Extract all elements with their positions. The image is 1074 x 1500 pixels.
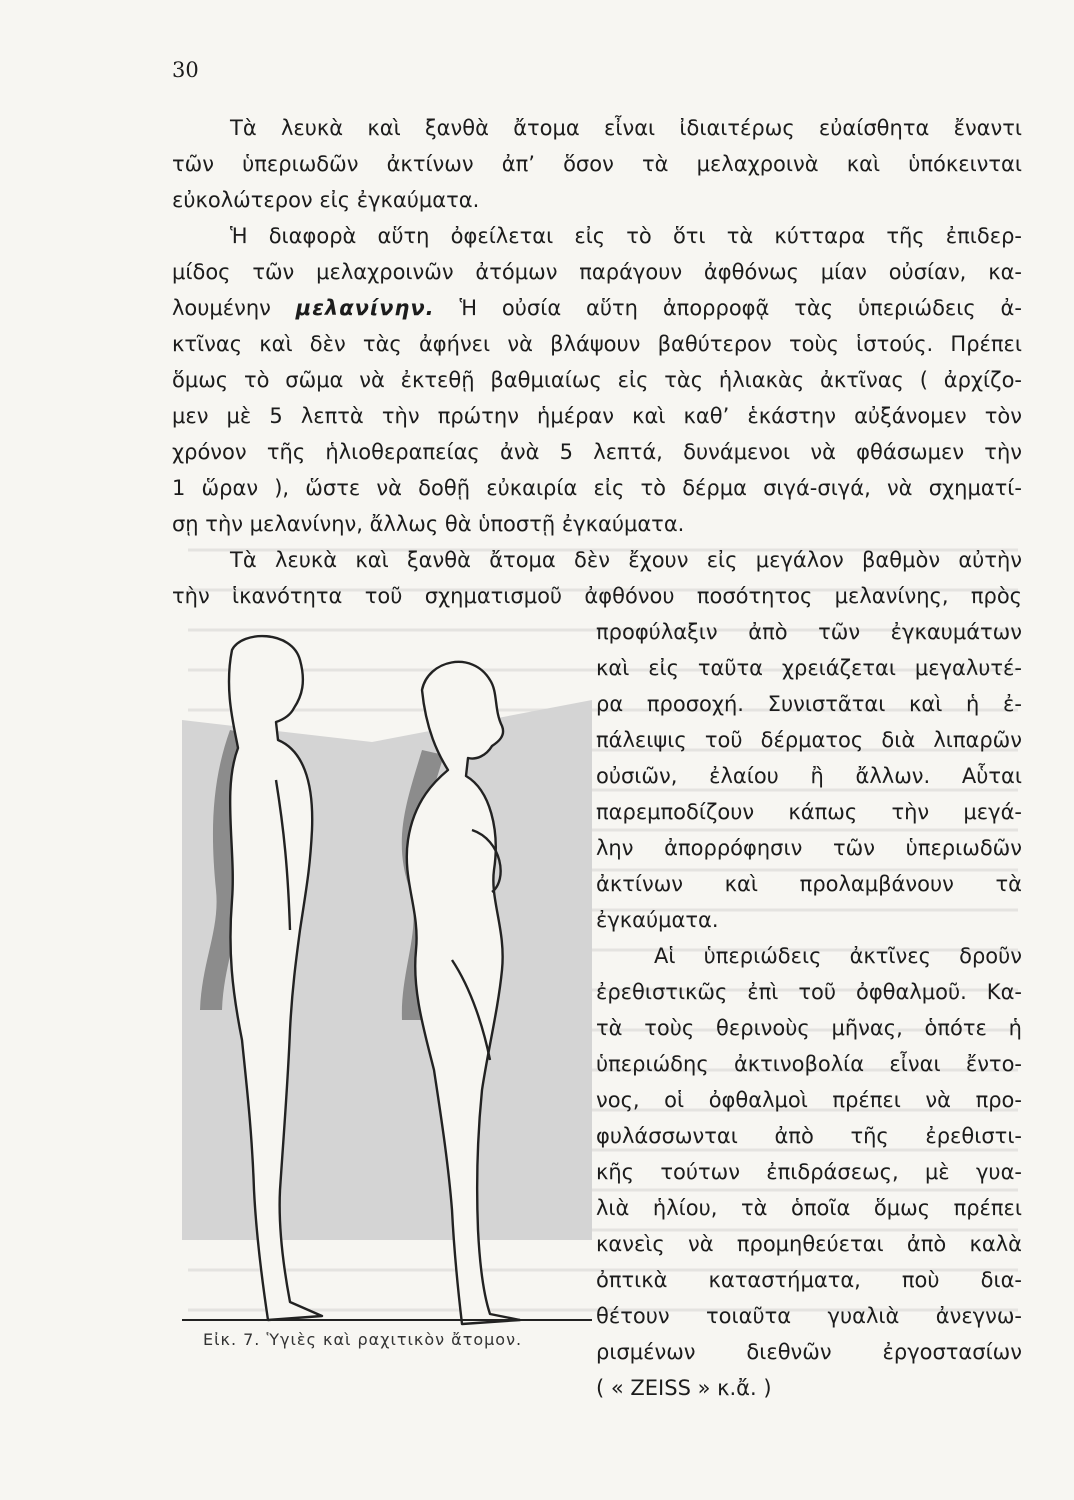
- text-line: τὴν ἱκανότητα τοῦ σχηματισμοῦ ἀφθόνου ποσότητος μελανίνης, πρὸς: [172, 584, 1022, 608]
- text-line: σῃ τὴν μελανίνην, ἄλλως θὰ ὑποστῇ ἐγκαύματα.: [172, 512, 685, 536]
- text-line: λην ἀπορρόφησιν τῶν ὑπεριωδῶν: [596, 836, 1022, 860]
- text-line: παρεμποδίζουν κάπως τὴν μεγά-: [596, 800, 1022, 824]
- emphasized-term-melanin: μελανίνην.: [295, 296, 435, 320]
- word: λουμένην: [172, 296, 271, 320]
- text-line: φυλάσσωνται ἀπὸ τῆς ἐρεθιστι-: [596, 1124, 1022, 1148]
- text-line: καὶ εἰς ταῦτα χρειάζεται μεγαλυτέ-: [596, 656, 1022, 680]
- posture-illustration: [172, 630, 592, 1350]
- text-line: κανεὶς νὰ προμηθεύεται ἀπὸ καλὰ: [596, 1232, 1022, 1256]
- text-line: θέτουν τοιαῦτα γυαλιὰ ἀνεγνω-: [596, 1304, 1022, 1328]
- text-line: ἐγκαύματα.: [596, 908, 719, 932]
- text-line: ρα προσοχή. Συνιστᾶται καὶ ἡ ἐ-: [596, 692, 1022, 716]
- word: Ἡ οὐσία αὕτη ἀπορροφᾷ τὰς ὑπεριώδεις ἀ-: [459, 296, 1022, 320]
- text-line: Αἱ ὑπεριώδεις ἀκτῖνες δροῦν: [654, 944, 1022, 968]
- text-line: ρισμένων διεθνῶν ἐργοστασίων: [596, 1340, 1022, 1364]
- text-line: ἐρεθιστικῶς ἐπὶ τοῦ ὀφθαλμοῦ. Κα-: [596, 980, 1022, 1004]
- text-line: ἀκτίνων καὶ προλαμβάνουν τὰ: [596, 872, 1022, 896]
- page-number: 30: [172, 58, 199, 82]
- text-line: Τὰ λευκὰ καὶ ξανθὰ ἄτομα δὲν ἔχουν εἰς μεγάλον βαθμὸν αὐτὴν: [230, 548, 1022, 572]
- text-line: [172, 288, 1022, 328]
- figure-caption: Εἰκ. 7. Ὑγιὲς καὶ ραχιτικὸν ἄτομον.: [203, 1330, 523, 1349]
- text-line: λιὰ ἡλίου, τὰ ὁποῖα ὅμως πρέπει: [596, 1196, 1022, 1220]
- text-line: νος, οἱ ὀφθαλμοὶ πρέπει νὰ προ-: [596, 1088, 1022, 1112]
- text-line: χρόνον τῆς ἡλιοθεραπείας ἀνὰ 5 λεπτά, δυνάμενοι νὰ φθάσωμεν τὴν: [172, 440, 1022, 464]
- text-line: Τὰ λευκὰ καὶ ξανθὰ ἄτομα εἶναι ἰδιαιτέρως εὐαίσθητα ἔναντι: [230, 116, 1022, 140]
- text-line: κτῖνας καὶ δὲν τὰς ἀφήνει νὰ βλάψουν βαθύτερον τοὺς ἱστούς. Πρέπει: [172, 332, 1022, 356]
- text-line: τῶν ὑπεριωδῶν ἀκτίνων ἀπ’ ὅσον τὰ μελαχροινὰ καὶ ὑπόκεινται: [172, 152, 1022, 176]
- text-line: ὅμως τὸ σῶμα νὰ ἐκτεθῇ βαθμιαίως εἰς τὰς ἡλιακὰς ἀκτῖνας ( ἀρχίζο-: [172, 368, 1022, 392]
- text-line: Ἡ διαφορὰ αὕτη ὀφείλεται εἰς τὸ ὅτι τὰ κύτταρα τῆς ἐπιδερ-: [230, 224, 1022, 248]
- text-line: πάλειψις τοῦ δέρματος διὰ λιπαρῶν: [596, 728, 1022, 752]
- text-line: μίδος τῶν μελαχροινῶν ἀτόμων παράγουν ἀφθόνως μίαν οὐσίαν, κα-: [172, 260, 1022, 284]
- text-line: εὐκολώτερον εἰς ἐγκαύματα.: [172, 188, 480, 212]
- text-line: οὐσιῶν, ἐλαίου ἢ ἄλλων. Αὗται: [596, 764, 1022, 788]
- text-line: ( « ZEISS » κ.ἄ. ): [596, 1376, 772, 1400]
- text-line: ὑπεριώδης ἀκτινοβολία εἶναι ἔντο-: [596, 1052, 1022, 1076]
- text-line: μεν μὲ 5 λεπτὰ τὴν πρώτην ἡμέραν καὶ καθ’ ἑκάστην αὐξάνομεν τὸν: [172, 404, 1022, 428]
- text-line: 1 ὥραν ), ὥστε νὰ δοθῇ εὐκαιρία εἰς τὸ δέρμα σιγά-σιγά, νὰ σχηματί-: [172, 476, 1022, 500]
- text-line: ὀπτικὰ καταστήματα, ποὺ δια-: [596, 1268, 1022, 1292]
- text-line: κῆς τούτων ἐπιδράσεως, μὲ γυα-: [596, 1160, 1022, 1184]
- text-line: τὰ τοὺς θερινοὺς μῆνας, ὁπότε ἡ: [596, 1016, 1022, 1040]
- text-line: προφύλαξιν ἀπὸ τῶν ἐγκαυμάτων: [596, 620, 1022, 644]
